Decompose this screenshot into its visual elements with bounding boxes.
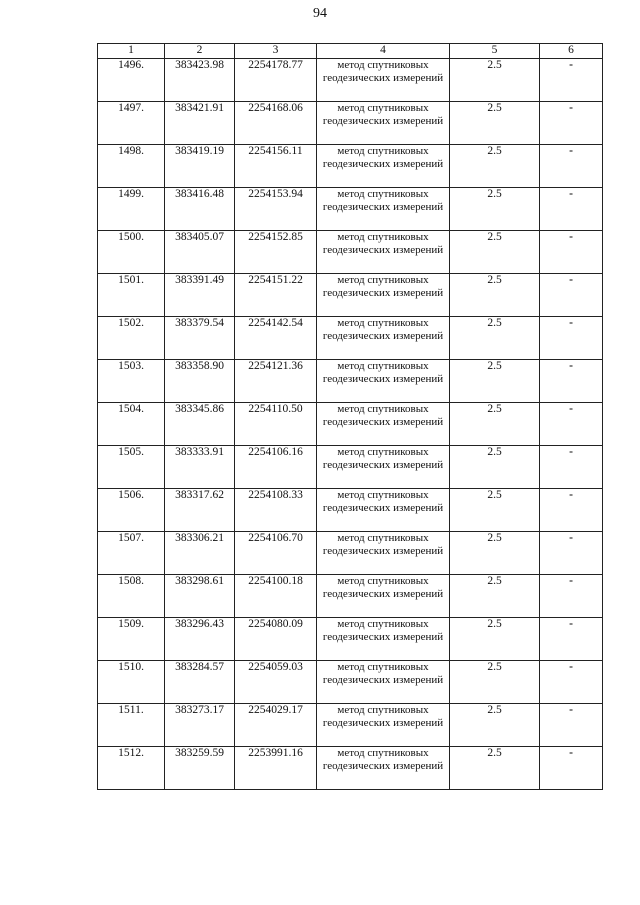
accuracy-cell: 2.5 (450, 446, 540, 489)
column-header-3: 3 (235, 44, 317, 59)
y-coordinate-cell: 2254106.16 (235, 446, 317, 489)
accuracy-cell: 2.5 (450, 532, 540, 575)
y-coordinate-cell: 2254152.85 (235, 231, 317, 274)
accuracy-cell: 2.5 (450, 704, 540, 747)
column-header-5: 5 (450, 44, 540, 59)
point-number-cell: 1504. (98, 403, 165, 446)
point-number-cell: 1498. (98, 145, 165, 188)
y-coordinate-cell: 2254080.09 (235, 618, 317, 661)
y-coordinate-cell: 2254151.22 (235, 274, 317, 317)
x-coordinate-cell: 383259.59 (165, 747, 235, 790)
table-body (98, 59, 603, 790)
table-header-row (98, 44, 603, 59)
point-number-cell: 1505. (98, 446, 165, 489)
table-row (98, 532, 603, 575)
point-number-cell: 1511. (98, 704, 165, 747)
method-cell: метод спутниковых геодезических измерений (317, 145, 450, 188)
y-coordinate-cell: 2254156.11 (235, 145, 317, 188)
table-row (98, 231, 603, 274)
point-number-cell: 1506. (98, 489, 165, 532)
y-coordinate-cell: 2254059.03 (235, 661, 317, 704)
table-row (98, 618, 603, 661)
point-number-cell: 1499. (98, 188, 165, 231)
note-cell: - (540, 59, 603, 102)
y-coordinate-cell: 2254142.54 (235, 317, 317, 360)
note-cell: - (540, 403, 603, 446)
table-row (98, 575, 603, 618)
method-cell: метод спутниковых геодезических измерений (317, 747, 450, 790)
note-cell: - (540, 231, 603, 274)
accuracy-cell: 2.5 (450, 575, 540, 618)
x-coordinate-cell: 383345.86 (165, 403, 235, 446)
note-cell: - (540, 489, 603, 532)
point-number-cell: 1512. (98, 747, 165, 790)
y-coordinate-cell: 2254106.70 (235, 532, 317, 575)
x-coordinate-cell: 383296.43 (165, 618, 235, 661)
point-number-cell: 1509. (98, 618, 165, 661)
note-cell: - (540, 532, 603, 575)
column-header-2: 2 (165, 44, 235, 59)
method-cell: метод спутниковых геодезических измерений (317, 489, 450, 532)
note-cell: - (540, 747, 603, 790)
method-cell: метод спутниковых геодезических измерений (317, 532, 450, 575)
y-coordinate-cell: 2254121.36 (235, 360, 317, 403)
accuracy-cell: 2.5 (450, 661, 540, 704)
point-number-cell: 1507. (98, 532, 165, 575)
note-cell: - (540, 274, 603, 317)
table-row (98, 59, 603, 102)
method-cell: метод спутниковых геодезических измерений (317, 274, 450, 317)
method-cell: метод спутниковых геодезических измерений (317, 231, 450, 274)
point-number-cell: 1500. (98, 231, 165, 274)
note-cell: - (540, 575, 603, 618)
note-cell: - (540, 188, 603, 231)
x-coordinate-cell: 383423.98 (165, 59, 235, 102)
x-coordinate-cell: 383358.90 (165, 360, 235, 403)
accuracy-cell: 2.5 (450, 403, 540, 446)
method-cell: метод спутниковых геодезических измерений (317, 618, 450, 661)
y-coordinate-cell: 2254168.06 (235, 102, 317, 145)
point-number-cell: 1496. (98, 59, 165, 102)
y-coordinate-cell: 2253991.16 (235, 747, 317, 790)
method-cell: метод спутниковых геодезических измерений (317, 360, 450, 403)
x-coordinate-cell: 383391.49 (165, 274, 235, 317)
table-row (98, 317, 603, 360)
x-coordinate-cell: 383419.19 (165, 145, 235, 188)
table-row (98, 661, 603, 704)
accuracy-cell: 2.5 (450, 59, 540, 102)
method-cell: метод спутниковых геодезических измерений (317, 102, 450, 145)
table-row (98, 747, 603, 790)
table-row (98, 274, 603, 317)
note-cell: - (540, 704, 603, 747)
accuracy-cell: 2.5 (450, 188, 540, 231)
x-coordinate-cell: 383416.48 (165, 188, 235, 231)
x-coordinate-cell: 383333.91 (165, 446, 235, 489)
method-cell: метод спутниковых геодезических измерений (317, 188, 450, 231)
y-coordinate-cell: 2254100.18 (235, 575, 317, 618)
accuracy-cell: 2.5 (450, 102, 540, 145)
x-coordinate-cell: 383405.07 (165, 231, 235, 274)
method-cell: метод спутниковых геодезических измерений (317, 446, 450, 489)
table-row (98, 704, 603, 747)
note-cell: - (540, 446, 603, 489)
table-row (98, 102, 603, 145)
point-number-cell: 1510. (98, 661, 165, 704)
y-coordinate-cell: 2254153.94 (235, 188, 317, 231)
point-number-cell: 1508. (98, 575, 165, 618)
x-coordinate-cell: 383379.54 (165, 317, 235, 360)
note-cell: - (540, 102, 603, 145)
table-row (98, 403, 603, 446)
coordinates-table (97, 43, 603, 790)
point-number-cell: 1503. (98, 360, 165, 403)
method-cell: метод спутниковых геодезических измерений (317, 59, 450, 102)
point-number-cell: 1497. (98, 102, 165, 145)
point-number-cell: 1502. (98, 317, 165, 360)
table-row (98, 188, 603, 231)
note-cell: - (540, 145, 603, 188)
accuracy-cell: 2.5 (450, 747, 540, 790)
accuracy-cell: 2.5 (450, 231, 540, 274)
method-cell: метод спутниковых геодезических измерений (317, 317, 450, 360)
note-cell: - (540, 317, 603, 360)
note-cell: - (540, 360, 603, 403)
column-header-6: 6 (540, 44, 603, 59)
y-coordinate-cell: 2254029.17 (235, 704, 317, 747)
accuracy-cell: 2.5 (450, 145, 540, 188)
x-coordinate-cell: 383273.17 (165, 704, 235, 747)
column-header-4: 4 (317, 44, 450, 59)
table-row (98, 446, 603, 489)
table-row (98, 145, 603, 188)
accuracy-cell: 2.5 (450, 618, 540, 661)
accuracy-cell: 2.5 (450, 317, 540, 360)
page-number: 94 (313, 6, 327, 21)
method-cell: метод спутниковых геодезических измерений (317, 704, 450, 747)
method-cell: метод спутниковых геодезических измерений (317, 661, 450, 704)
point-number-cell: 1501. (98, 274, 165, 317)
note-cell: - (540, 618, 603, 661)
y-coordinate-cell: 2254108.33 (235, 489, 317, 532)
table-row (98, 489, 603, 532)
x-coordinate-cell: 383284.57 (165, 661, 235, 704)
accuracy-cell: 2.5 (450, 360, 540, 403)
accuracy-cell: 2.5 (450, 489, 540, 532)
x-coordinate-cell: 383317.62 (165, 489, 235, 532)
note-cell: - (540, 661, 603, 704)
table-row (98, 360, 603, 403)
accuracy-cell: 2.5 (450, 274, 540, 317)
x-coordinate-cell: 383306.21 (165, 532, 235, 575)
x-coordinate-cell: 383298.61 (165, 575, 235, 618)
method-cell: метод спутниковых геодезических измерений (317, 403, 450, 446)
x-coordinate-cell: 383421.91 (165, 102, 235, 145)
y-coordinate-cell: 2254110.50 (235, 403, 317, 446)
column-header-1: 1 (98, 44, 165, 59)
method-cell: метод спутниковых геодезических измерений (317, 575, 450, 618)
y-coordinate-cell: 2254178.77 (235, 59, 317, 102)
